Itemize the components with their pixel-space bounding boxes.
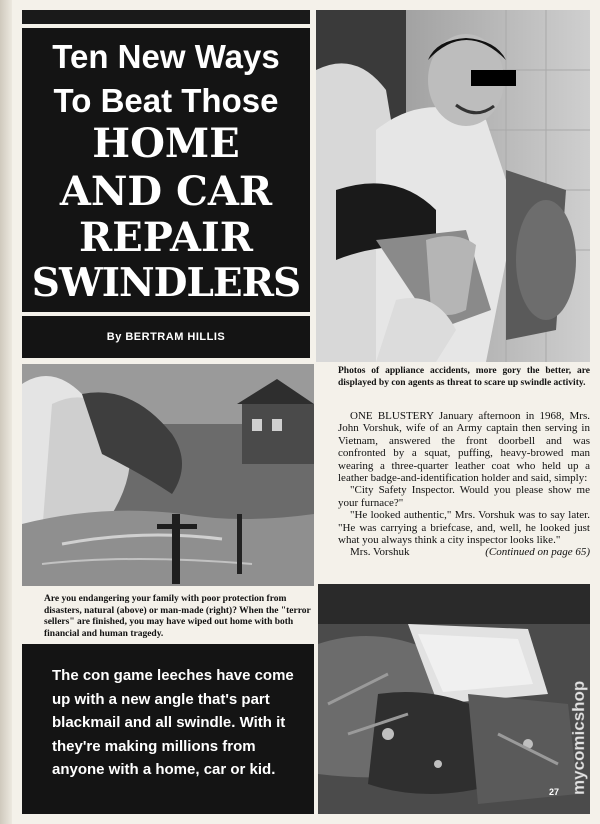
page-spine-shadow [0, 0, 12, 824]
body-paragraph-4-start: Mrs. Vorshuk [350, 546, 410, 559]
title-line-1: Ten New Ways [52, 38, 280, 75]
continued-note: (Continued on page 65) [485, 546, 590, 559]
byline: By BERTRAM HILLIS [106, 331, 226, 343]
flood-illustration [22, 364, 314, 586]
article-body [338, 410, 590, 559]
title-line-2: To Beat Those [53, 82, 279, 119]
body-paragraph-3: "He looked authentic," Mrs. Vorshuk was to say later. "He was carrying a briefcase, and, well, he looked just what you always think a city inspector looks like." [338, 509, 590, 547]
caption-top-photo: Photos of appliance accidents, more gory the better, are displayed by con agents as threat to scare up swindle activity. [338, 366, 590, 388]
title-panel [22, 28, 310, 312]
appliance-accident-photo [316, 10, 590, 362]
car-wreck-photo [318, 584, 590, 814]
continuation-row [338, 546, 590, 558]
car-wreck-illustration [318, 584, 590, 814]
top-strip [22, 10, 310, 24]
title-line-4: AND CAR [59, 168, 273, 215]
watermark-logo [560, 620, 600, 800]
page-number: 27 [549, 787, 560, 797]
caption-left-photos: Are you endangering your family with poor protection from disasters, natural (above) or man-made (right)? When the "terror sellers" are finished, you may have wiped out home with both financial and human tragedy. [44, 594, 311, 639]
body-paragraph-1: ONE BLUSTERY January afternoon in 1968, Mrs. John Vorshuk, wife of an Army captain then serving in Vietnam, answered the front doorbell and was confronted by a squat, puffing, heavy-browed man wearing a three-quarter leather coat who held up a leather badge-and-identification holder and said, simply: [338, 410, 590, 485]
byline-panel [22, 316, 310, 358]
pull-quote: The con game leeches have come up with a new angle that's part blackmail and all swindle. With it they're making millions from anyone with a home, car or kid. [52, 667, 294, 778]
pull-quote-panel [22, 644, 314, 814]
title-line-3: HOME [92, 120, 240, 167]
flood-disaster-photo [22, 364, 314, 586]
title-line-5: REPAIR [79, 214, 253, 261]
title-line-6: SWINDLERS [31, 260, 301, 306]
appliance-accident-illustration [316, 10, 590, 362]
body-paragraph-2: "City Safety Inspector. Would you please show me your furnace?" [338, 484, 590, 509]
svg-text:mycomicshop: mycomicshop [569, 680, 588, 795]
